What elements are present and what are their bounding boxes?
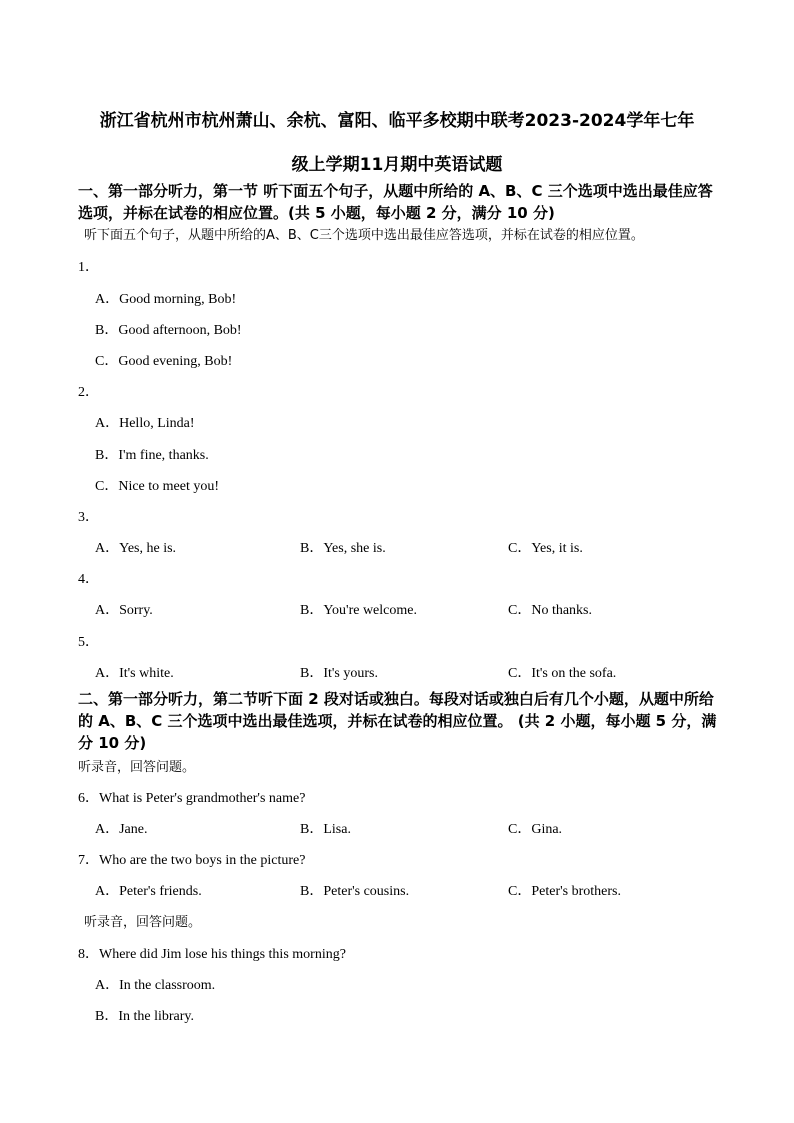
section-2-heading: 二、第一部分听力，第二节听下面 2 段对话或独白。每段对话或独白后有几个小题，从题中所给的 A、B、C 三个选项中选出最佳选项，并标在试卷的相应位置。 (共 2 小题，每小题 5 分，满分 10 分)	[78, 690, 717, 752]
option-b: B．It's yours.	[300, 666, 378, 681]
option-c: C．Yes, it is.	[508, 541, 583, 556]
section-1-instruction: 听下面五个句子，从题中所给的A、B、C三个选项中选出最佳应答选项，并标在试卷的相应位置。	[84, 228, 644, 243]
option-c: C．No thanks.	[508, 603, 592, 618]
option-b: B．Lisa.	[300, 822, 351, 837]
option-a: A．In the classroom.	[95, 978, 216, 993]
option-c: C．Nice to meet you!	[95, 479, 220, 494]
document-title-line-1: 浙江省杭州市杭州萧山、余杭、富阳、临平多校期中联考2023-2024学年七年	[99, 111, 695, 131]
question-text: 7．Who are the two boys in the picture?	[78, 853, 306, 868]
question-number: 4．	[78, 572, 99, 587]
question-number: 2．	[78, 385, 99, 400]
section-1-heading: 一、第一部分听力，第一节 听下面五个句子，从题中所给的 A、B、C 三个选项中选出最佳应答选项，并标在试卷的相应位置。(共 5 小题，每小题 2 分，满分 10 分)	[78, 182, 713, 222]
section-2-instruction: 听录音，回答问题。	[78, 760, 196, 775]
question-number: 1．	[78, 260, 99, 275]
option-b: B．Good afternoon, Bob!	[95, 323, 242, 338]
option-b: B．You're welcome.	[300, 603, 417, 618]
option-a: A．Sorry.	[95, 603, 153, 618]
option-b: B．Yes, she is.	[300, 541, 386, 556]
option-b: B．In the library.	[95, 1009, 195, 1024]
option-c: C．Good evening, Bob!	[95, 354, 233, 369]
question-number: 3．	[78, 510, 99, 525]
question-number: 5．	[78, 635, 99, 650]
section-2-instruction: 听录音，回答问题。	[84, 915, 202, 930]
document-title-line-2: 级上学期11月期中英语试题	[291, 155, 503, 175]
option-b: B．Peter's cousins.	[300, 884, 410, 899]
option-a: A．Hello, Linda!	[95, 416, 195, 431]
option-c: C．Gina.	[508, 822, 563, 837]
option-a: A．Good morning, Bob!	[95, 292, 237, 307]
option-a: A．Jane.	[95, 822, 148, 837]
option-c: C．Peter's brothers.	[508, 884, 621, 899]
question-text: 8．Where did Jim lose his things this morning?	[78, 947, 346, 962]
option-a: A．It's white.	[95, 666, 174, 681]
question-text: 6．What is Peter's grandmother's name?	[78, 791, 306, 806]
option-a: A．Yes, he is.	[95, 541, 177, 556]
option-c: C．It's on the sofa.	[508, 666, 617, 681]
option-a: A．Peter's friends.	[95, 884, 202, 899]
option-b: B．I'm fine, thanks.	[95, 448, 209, 463]
